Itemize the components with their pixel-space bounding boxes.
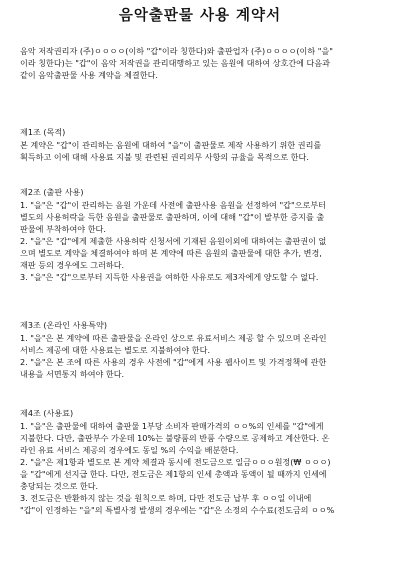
article-1 xyxy=(20,126,385,163)
article-line: 2. "을"은 본 조에 따른 사용의 경우 사전에 "갑"에게 사용 웹사이트 및 가격정책에 관한 xyxy=(20,357,327,367)
article-line: "갑"이 인정하는 "을"의 특별사정 발생의 경우에는 "갑"은 소정의 수수료(전도금의 ㅇㅇ% xyxy=(20,505,335,515)
article-line: 본 계약은 "갑"이 관리하는 음원에 대하여 "을"이 출판물로 제작 사용하기 위한 권리를 xyxy=(20,140,322,150)
intro-line: 같이 음악출판물 사용 계약을 체결한다. xyxy=(20,70,158,80)
article-line: 충당되는 것으로 한다. xyxy=(20,481,99,491)
article-2 xyxy=(20,186,385,283)
article-4 xyxy=(20,407,385,516)
article-line: 내용을 서면통지 하여야 한다. xyxy=(20,369,125,379)
article-line: 재판 등의 경우에도 그러하다. xyxy=(20,260,125,270)
article-heading: 제4조 (사용료) xyxy=(20,408,74,418)
article-line: 지불한다. 다만, 출판부수 가운데 10%는 불량품의 반품 수량으로 공제하고 계산한다. 온 xyxy=(20,433,330,443)
intro-paragraph xyxy=(20,45,385,81)
article-line: 3. "을"은 "갑"으로부터 지득한 사용권을 여하한 사유로도 제3자에게 양도할 수 없다. xyxy=(20,272,319,282)
document-title: 음악출판물 사용 계약서 xyxy=(118,8,282,24)
article-heading: 제3조 (온라인 사용특약) xyxy=(20,320,107,330)
article-line: 획득하고 이에 대해 사용료 지불 및 관련된 권리의무 사항의 규율을 목적으로 한다. xyxy=(20,152,309,162)
article-line: 별도의 사용허락을 득한 음원을 출판물로 출판하며, 이에 대해 "갑"이 발부한 증지를 출 xyxy=(20,212,325,222)
article-line: 판물에 부착하여야 한다. xyxy=(20,224,106,234)
intro-line: 음악 저작권리자 (주)ㅇㅇㅇㅇ(이하 "갑"이라 칭한다)와 출판업자 (주)ㅇㅇㅇㅇ(이하 "을" xyxy=(20,46,334,56)
article-line: 2. "을"은 "갑"에게 제출한 사용허락 신청서에 기재된 음원이외에 대하여는 출판권이 없 xyxy=(20,236,327,246)
article-line: 1. "을"은 "갑"이 관리하는 음원 가운데 사전에 출판사용 음원을 선정하여 "갑"으로부터 xyxy=(20,200,326,210)
article-line: 서비스 제공에 대한 사용료는 별도로 지불하여야 한다. xyxy=(20,345,211,355)
article-line: 3. 전도금은 반환하지 않는 것을 원칙으로 하며, 다만 전도금 납부 후 ㅇㅇ일 이내에 xyxy=(20,493,312,503)
article-3 xyxy=(20,319,385,380)
article-line: 1. "을"은 본 계약에 따른 출판물을 온라인 상으로 유료서비스 제공 할 수 있으며 온라인 xyxy=(20,333,327,343)
article-line: 을 "갑"에게 선지급 한다. 다만, 전도금은 제1항의 인세 총액과 동액이 될 때까지 인세에 xyxy=(20,469,327,479)
article-heading: 제2조 (출판 사용) xyxy=(20,187,84,197)
article-line: 라인 유료 서비스 제공의 경우에도 동일 %의 수익을 배분한다. xyxy=(20,445,239,455)
article-line: 으며 별도로 계약을 체결하여야 하며 본 계약에 따른 음원의 출판물에 대한 추가, 변경, xyxy=(20,248,322,258)
article-heading: 제1조 (목적) xyxy=(20,127,66,137)
intro-line: 이라 칭한다)는 "갑"이 음악 저작권을 관리대행하고 있는 음원에 대하여 상호간에 다음과 xyxy=(20,58,330,68)
article-line: 2. "을"은 제1항과 별도로 본 계약 체결과 동시에 전도금으로 일금ㅇㅇㅇ원정(₩ ㅇㅇㅇ) xyxy=(20,457,331,467)
article-line: 1. "을"은 출판물에 대하여 출판물 1부당 소비자 판매가격의 ㅇㅇ%의 인세를 "갑"에게 xyxy=(20,421,324,431)
